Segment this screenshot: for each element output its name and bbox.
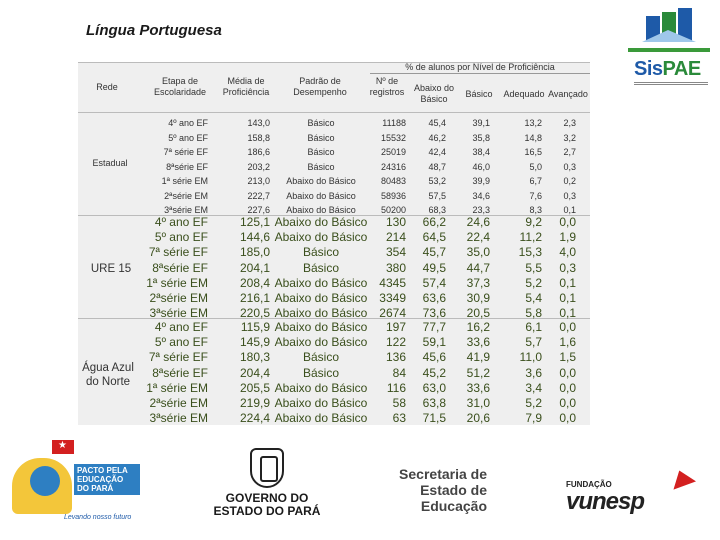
cell-etapa: 5º ano EF — [168, 132, 208, 143]
cell-abaixo: 49,5 — [422, 260, 446, 275]
cell-adequado: 8,3 — [529, 205, 542, 215]
header-padrao: Padrão de Desempenho — [293, 76, 347, 97]
header-avancado: Avançado — [548, 89, 588, 99]
cell-abaixo: 45,4 — [428, 118, 446, 128]
cell-etapa: 7ª série EF — [163, 147, 208, 157]
cell-abaixo: 68,3 — [428, 205, 446, 215]
cell-adequado: 6,1 — [525, 320, 542, 334]
cell-padrao: Abaixo do Básico — [274, 395, 368, 410]
cell-basico: 51,2 — [466, 365, 490, 380]
header-media: Média de Proficiência — [222, 76, 270, 97]
cell-media: 180,3 — [239, 350, 270, 365]
cell-avancado: 0,0 — [559, 380, 576, 395]
cell-adequado: 14,8 — [524, 132, 542, 143]
cell-etapa-column — [136, 320, 208, 426]
cell-avancado-column — [546, 215, 576, 321]
cell-media: 204,1 — [239, 260, 270, 275]
cell-adequado: 13,2 — [524, 118, 542, 128]
bird-icon — [668, 466, 696, 489]
cell-abaixo: 63,0 — [422, 380, 446, 395]
cell-basico: 46,0 — [472, 161, 490, 172]
cell-adequado: 5,2 — [525, 395, 542, 410]
cell-avancado: 4,0 — [559, 245, 576, 260]
cell-etapa: 5º ano EF — [154, 230, 208, 245]
cell-adequado: 11,0 — [519, 350, 542, 365]
cell-media: 220,5 — [239, 306, 270, 321]
cell-media: 158,8 — [247, 132, 270, 143]
cell-basico-column — [456, 116, 490, 218]
cell-abaixo: 46,2 — [428, 132, 446, 143]
cell-abaixo: 48,7 — [428, 161, 446, 172]
sispae-logo — [628, 8, 710, 94]
pacto-educacao-logo: ★ PACTO PELA EDUCAÇÃO DO PARÁ Levando nosso futuro — [8, 436, 140, 528]
cell-basico: 35,0 — [466, 245, 490, 260]
cell-avancado: 0,1 — [559, 275, 576, 290]
cell-media: 125,1 — [239, 215, 270, 229]
cell-adequado: 3,4 — [525, 380, 542, 395]
cell-avancado: 1,5 — [559, 350, 576, 365]
cell-abaixo: 57,5 — [428, 190, 446, 201]
cell-abaixo: 73,6 — [422, 306, 446, 321]
cell-etapa: 2ªsérie EM — [149, 290, 208, 305]
header-basico: Básico — [465, 89, 493, 99]
cell-media: 203,2 — [247, 161, 270, 172]
cell-avancado: 1,9 — [559, 230, 576, 245]
cell-registros-column — [368, 215, 406, 321]
cell-media-column — [214, 116, 270, 218]
cell-basico: 35,8 — [472, 132, 490, 143]
cell-etapa: 8ªsérie EF — [152, 365, 208, 380]
cell-padrao: Abaixo do Básico — [274, 275, 368, 290]
cell-abaixo: 45,7 — [422, 245, 446, 260]
cell-registros: 25019 — [380, 147, 406, 157]
cell-media: 224,4 — [239, 411, 270, 426]
cell-media: 145,9 — [239, 335, 270, 350]
cell-registros: 122 — [385, 335, 406, 350]
cell-registros: 84 — [392, 365, 406, 380]
cell-padrao: Abaixo do Básico — [274, 215, 368, 229]
cell-abaixo: 71,5 — [422, 411, 446, 426]
cell-media: 222,7 — [247, 190, 270, 201]
cell-etapa: 7ª série EF — [148, 245, 208, 260]
rede-label-agua-azul: Água Azul do Norte — [82, 362, 134, 388]
cell-abaixo-column — [412, 116, 446, 218]
cell-abaixo-column — [412, 215, 446, 321]
cell-media: 143,0 — [247, 118, 270, 128]
cell-media: 208,4 — [239, 275, 270, 290]
cell-padrao: Abaixo do Básico — [286, 176, 356, 186]
cell-etapa: 4º ano EF — [154, 320, 208, 334]
cell-adequado: 3,6 — [525, 365, 542, 380]
cell-basico: 41,9 — [466, 350, 490, 365]
cell-basico-column — [456, 215, 490, 321]
rede-label-estadual: Estadual — [92, 158, 128, 168]
cell-abaixo: 77,7 — [422, 320, 446, 334]
cell-etapa: 2ªsérie EM — [149, 395, 208, 410]
cell-avancado: 0,0 — [559, 395, 576, 410]
cell-padrao: Básico — [307, 118, 335, 128]
cell-registros: 116 — [386, 380, 406, 395]
cell-basico: 16,2 — [466, 320, 490, 334]
cell-padrao: Abaixo do Básico — [274, 306, 368, 321]
cell-padrao: Abaixo do Básico — [286, 205, 356, 215]
cell-registros-column — [368, 320, 406, 426]
cell-registros: 11188 — [382, 118, 406, 128]
cell-abaixo: 45,6 — [422, 350, 446, 365]
cell-media: 186,6 — [247, 147, 270, 157]
cell-etapa-column — [136, 116, 208, 218]
cell-padrao-column — [274, 116, 368, 218]
rede-label-ure15: URE 15 — [90, 263, 132, 275]
cell-media: 204,4 — [239, 365, 270, 380]
cell-etapa: 2ªsérie EM — [164, 190, 208, 201]
cell-adequado: 16,5 — [524, 147, 542, 157]
cell-registros: 130 — [385, 215, 406, 229]
cell-basico: 22,4 — [466, 230, 490, 245]
cell-abaixo: 59,1 — [422, 335, 446, 350]
cell-etapa: 3ªsérie EM — [149, 306, 208, 321]
cell-adequado: 5,7 — [525, 335, 542, 350]
cell-abaixo: 66,2 — [422, 215, 446, 229]
cell-padrao: Básico — [307, 161, 335, 172]
cell-adequado: 15,3 — [518, 245, 542, 260]
sispae-wordmark: SisPAE — [634, 58, 701, 80]
page-title: Língua Portuguesa — [86, 22, 222, 39]
cell-adequado: 6,7 — [529, 176, 542, 186]
cell-basico: 31,0 — [466, 395, 490, 410]
cell-basico: 34,6 — [472, 190, 490, 201]
cell-abaixo: 57,4 — [422, 275, 446, 290]
cell-etapa: 3ªsérie EM — [164, 205, 208, 215]
cell-registros: 3349 — [379, 290, 406, 305]
cell-adequado: 7,9 — [525, 411, 542, 426]
cell-basico: 33,6 — [466, 380, 490, 395]
cell-basico: 23,3 — [472, 205, 490, 215]
cell-registros: 4345 — [379, 275, 406, 290]
cell-padrao: Abaixo do Básico — [274, 230, 368, 245]
cell-media-column — [214, 215, 270, 321]
cell-avancado: 0,1 — [559, 306, 576, 321]
cell-media: 227,6 — [247, 205, 270, 215]
cell-registros-column — [368, 116, 406, 218]
cell-etapa: 1ª série EM — [146, 275, 208, 290]
cell-basico: 24,6 — [466, 215, 490, 229]
cell-registros: 136 — [385, 350, 406, 365]
cell-registros: 24316 — [380, 161, 406, 172]
cell-basico: 39,1 — [472, 118, 490, 128]
cell-basico: 44,7 — [466, 260, 490, 275]
cell-adequado: 9,2 — [525, 215, 542, 229]
cell-padrao: Abaixo do Básico — [274, 320, 368, 334]
cell-abaixo: 42,4 — [428, 147, 446, 157]
cell-abaixo: 45,2 — [422, 365, 446, 380]
header-registros: Nº de registros — [369, 76, 405, 97]
cell-media-column — [214, 320, 270, 426]
cell-abaixo: 63,6 — [422, 290, 446, 305]
cell-padrao: Abaixo do Básico — [286, 190, 356, 201]
cell-etapa: 1ª série EM — [146, 380, 208, 395]
cell-padrao: Básico — [302, 260, 340, 275]
proficiency-group-header: % de alunos por Nível de Proficiência — [370, 62, 590, 74]
cell-etapa: 8ªsérie EF — [152, 260, 208, 275]
header-adequado: Adequado — [503, 89, 545, 99]
cell-avancado-column — [546, 320, 576, 426]
cell-adequado: 5,8 — [525, 306, 542, 321]
governo-para-logo: GOVERNO DO ESTADO DO PARÁ — [212, 448, 322, 518]
cell-padrao: Básico — [302, 350, 340, 365]
cell-adequado-column — [500, 215, 542, 321]
cell-avancado: 0,3 — [563, 161, 576, 172]
cell-media: 115,9 — [240, 320, 270, 334]
cell-adequado: 5,4 — [525, 290, 542, 305]
cell-adequado: 11,2 — [519, 230, 542, 245]
cell-padrao: Básico — [307, 147, 335, 157]
cell-basico: 20,5 — [466, 306, 490, 321]
cell-avancado: 0,1 — [563, 205, 576, 215]
secretaria-educacao-logo: Secretaria de Estado de Educação — [399, 466, 487, 514]
cell-media: 144,6 — [239, 230, 270, 245]
cell-padrao-column — [274, 215, 368, 321]
cell-etapa: 8ªsérie EF — [166, 161, 208, 172]
vunesp-logo: FUNDAÇÃO vunesp — [566, 480, 644, 515]
sispae-emblem-icon — [628, 8, 710, 58]
cell-avancado: 0,3 — [563, 190, 576, 201]
cell-avancado: 0,3 — [559, 260, 576, 275]
cell-registros: 15532 — [380, 132, 406, 143]
cell-media: 185,0 — [239, 245, 270, 260]
cell-basico: 30,9 — [466, 290, 490, 305]
cell-etapa: 7ª série EF — [148, 350, 208, 365]
cell-basico: 39,9 — [472, 176, 490, 186]
cell-basico: 33,6 — [466, 335, 490, 350]
cell-padrao-column — [274, 320, 368, 426]
cell-media: 219,9 — [239, 395, 270, 410]
cell-avancado: 2,3 — [563, 118, 576, 128]
cell-media: 213,0 — [247, 176, 270, 186]
cell-padrao: Básico — [302, 365, 340, 380]
cell-avancado: 0,0 — [559, 215, 576, 229]
cell-basico: 20,6 — [466, 411, 490, 426]
cell-avancado-column — [546, 116, 576, 218]
cell-avancado: 0,0 — [559, 320, 576, 334]
cell-adequado: 5,2 — [525, 275, 542, 290]
header-etapa: Etapa de Escolaridade — [153, 76, 207, 97]
cell-avancado: 0,2 — [563, 176, 576, 186]
cell-registros: 197 — [385, 320, 406, 334]
cell-media: 216,1 — [239, 290, 270, 305]
coat-of-arms-icon — [250, 448, 284, 488]
cell-padrao: Abaixo do Básico — [274, 411, 368, 426]
cell-adequado: 7,6 — [529, 190, 542, 201]
cell-etapa: 4º ano EF — [168, 118, 208, 128]
cell-etapa: 4º ano EF — [154, 215, 208, 229]
header-rede: Rede — [96, 82, 118, 92]
cell-avancado: 0,0 — [559, 365, 576, 380]
cell-avancado: 0,0 — [559, 411, 576, 426]
cell-registros: 80483 — [380, 176, 406, 186]
cell-abaixo: 53,2 — [428, 176, 446, 186]
cell-abaixo-column — [412, 320, 446, 426]
cell-abaixo: 63,8 — [422, 395, 446, 410]
cell-etapa-column — [136, 215, 208, 321]
cell-etapa: 5º ano EF — [154, 335, 208, 350]
cell-padrao: Básico — [302, 245, 340, 260]
cell-basico: 38,4 — [472, 147, 490, 157]
cell-registros: 354 — [385, 245, 406, 260]
footer-logos — [0, 436, 720, 536]
cell-etapa: 1ª série EM — [161, 176, 208, 186]
cell-padrao: Abaixo do Básico — [274, 335, 368, 350]
cell-basico-column — [456, 320, 490, 426]
cell-padrao: Abaixo do Básico — [274, 290, 368, 305]
cell-abaixo: 64,5 — [422, 230, 446, 245]
cell-basico: 37,3 — [466, 275, 490, 290]
cell-adequado: 5,0 — [529, 161, 542, 172]
cell-media: 205,5 — [239, 380, 270, 395]
cell-etapa: 3ªsérie EM — [149, 411, 208, 426]
cell-registros: 50200 — [380, 205, 406, 215]
header-abaixo: Abaixo do Básico — [413, 83, 455, 104]
cell-avancado: 3,2 — [563, 132, 576, 143]
cell-padrao: Básico — [307, 132, 335, 143]
cell-adequado-column — [500, 116, 542, 218]
cell-padrao: Abaixo do Básico — [274, 380, 368, 395]
cell-avancado: 0,1 — [559, 290, 576, 305]
cell-avancado: 2,7 — [563, 147, 576, 157]
cell-registros: 58 — [392, 395, 406, 410]
cell-registros: 58936 — [380, 190, 406, 201]
cell-avancado: 1,6 — [559, 335, 576, 350]
cell-adequado-column — [500, 320, 542, 426]
cell-registros: 2674 — [379, 306, 406, 321]
cell-registros: 63 — [392, 411, 406, 426]
cell-registros: 380 — [385, 260, 406, 275]
cell-adequado: 5,5 — [525, 260, 542, 275]
cell-registros: 214 — [385, 230, 406, 245]
